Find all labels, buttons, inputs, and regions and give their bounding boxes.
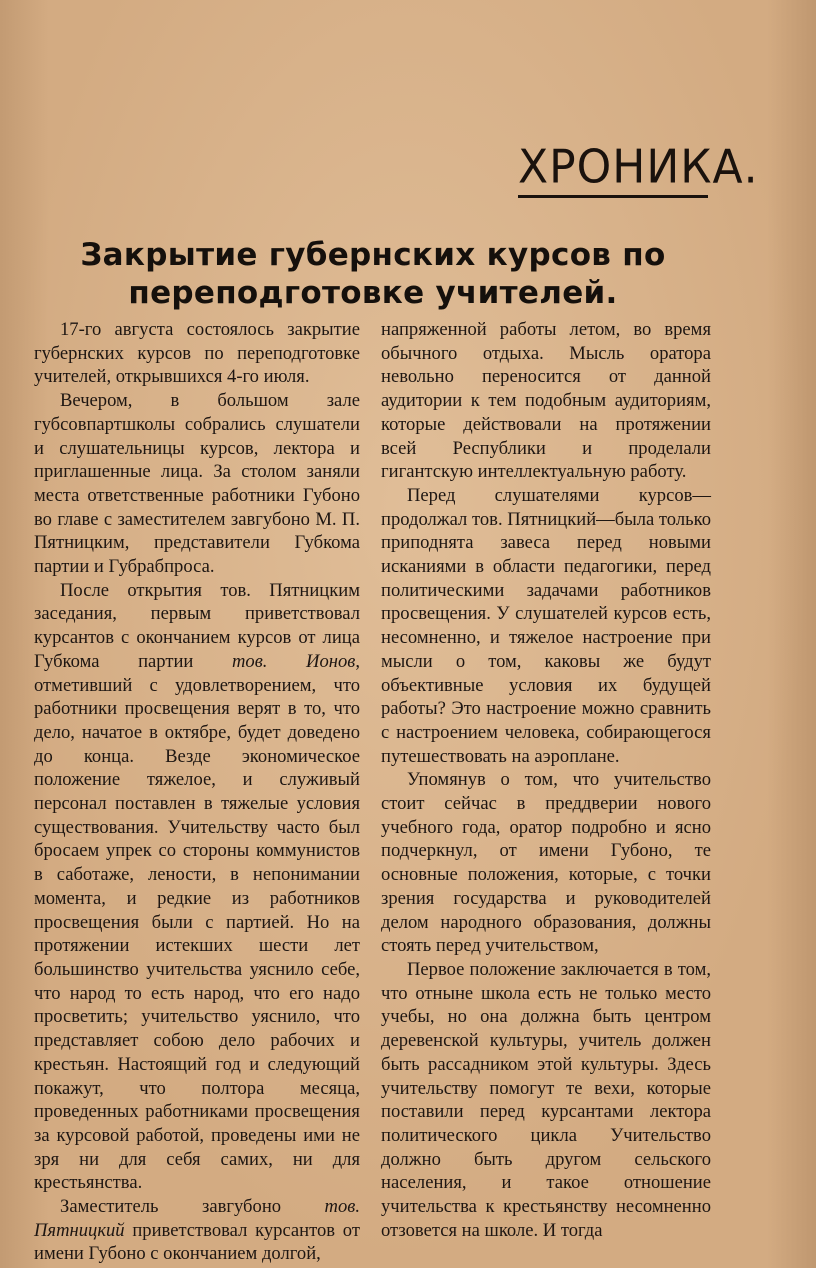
person-name: тов. Ионов [231,650,356,672]
paragraph: 17-го августа состоялось закрытие губернских курсов по переподготовке учителей, открывшихся 4-го июля. [34,319,360,388]
paragraph-text: приветствовал курсантов от имени Губоно с окончанием долгой, [34,1219,360,1265]
left-column [34,318,360,1266]
paragraph: Упомянув о том, что учительство стоит сейчас в преддверии нового учебного года, оратор подробно и ясно подчеркнул, от имени Губоно, те основные положения, которые, с точки зрения государства и руководителей делом народного образования, должны стоять перед учительством, [381,769,711,957]
paragraph [34,579,360,1195]
paragraph: Перед слушателями курсов— продолжал тов. Пятницкий—была только приподнята завеса перед новыми исканиями в области педагогики, перед политическими задачами работников просвещения. У слушателей курсов есть, несомненно, и тяжелое настроение при мысли о том, каковы же будут объективные условия их будущей работы? Это настроение можно сравнить с настроением человека, собирающегося путешествовать на аэроплане. [381,484,711,767]
paragraph-text: Заместитель завгубоно [60,1196,325,1218]
paragraph: Вечером, в большом зале губсовпартшколы собрались слушатели и слушательницы курсов, лектора и приглашенные лица. За столом заняли места ответственные работники Губоно во главе с заместителем завгубоно М. П. Пятницким, представители Губкома партии и Губрабпроса. [34,390,360,578]
section-header [518,140,759,198]
paragraph-text: После открытия тов. Пятницким заседания, первым приветствовал курсантов с окончанием курсов от лица Губкома партии [34,579,360,672]
paragraph: напряженной работы летом, во время обычного отдыха. Мысль оратора невольно переносится от данной аудитории к тем подобным аудиториям, которые действовали на протяжении всей Республики и проделали гигантскую интеллектуальную работу. [381,319,711,483]
article-title: Закрытие губернских курсов по переподготовке учителей. [80,237,666,311]
right-column [381,318,711,1242]
paragraph-text: , отметивший с удовлетворением, что работники просвещения верят в то, что дело, начатое в октябре, будет доведено до конца. Везде экономическое положение тяжелое, и служивый персонал поставлен в тяжелые условия существования. Учительству часто был бросаем упрек со стороны коммунистов в саботаже, лености, в непонимании момента, и редкие из работников просвещения были с партией. Но на протяжении истекших шести лет большинство учительства уяснило себе, что народ то есть народ, что его надо просветить; учительство уяснило, что представляет собою дело рабочих и крестьян. Настоящий год и следующий покажут, что полтора месяца, проведенных работниками просвещения за курсовой работой, проведены ими не зря ни для себя самих, ни для крестьянства. [34,650,360,1194]
section-title-underline [518,195,708,198]
paragraph [34,1195,360,1266]
paragraph: Первое положение заключается в том, что отныне школа есть не только место учебы, но она должна быть центром деревенской культуры, учитель должен быть рассадником этой культуры. Здесь учительству помогут те вехи, которые поставили перед курсантами лектора политического цикла Учительство должно быть другом сельского населения, и такое отношение учительства к крестьянству несомненно отзовется на школе. И тогда [381,958,711,1241]
person-name: тов. Пятницкий [34,1196,360,1241]
section-title: ХРОНИКА. [518,140,759,195]
